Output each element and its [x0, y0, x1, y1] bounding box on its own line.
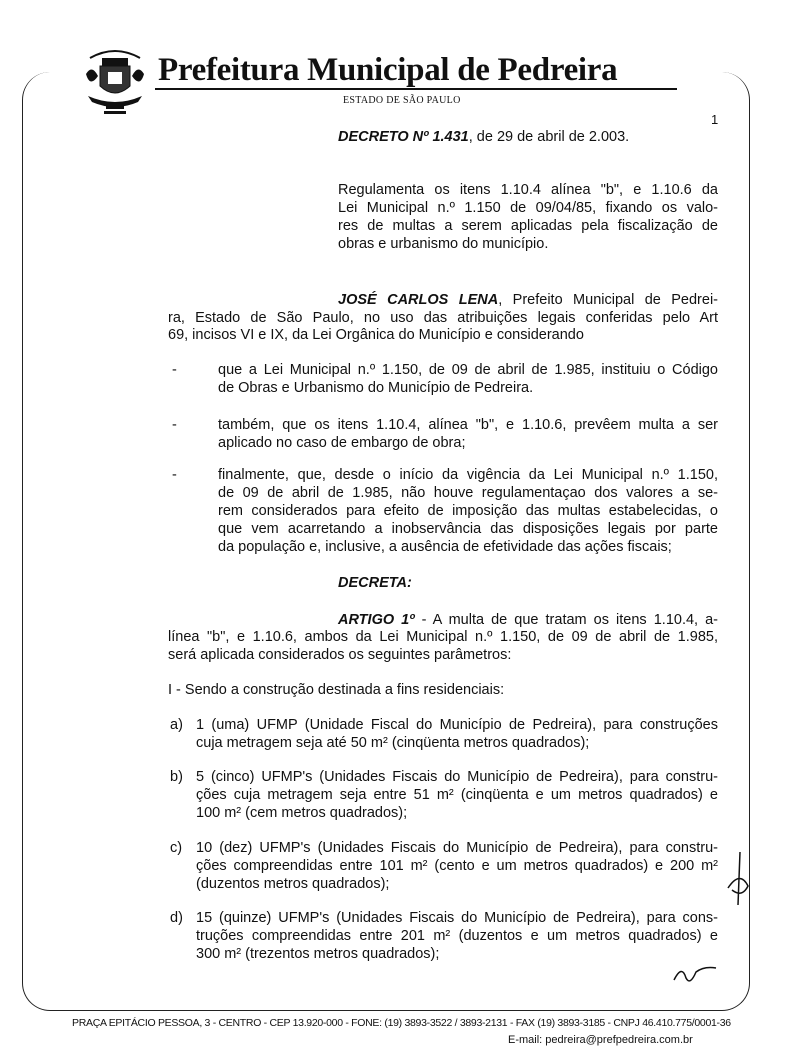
- item-letter: b): [170, 769, 183, 785]
- summary-line: obras e urbanismo do município.: [338, 236, 549, 252]
- article-text: - A multa de que tratam os itens 1.10.4, a-: [414, 612, 719, 628]
- decree-date: , de 29 de abril de 2.003.: [468, 129, 630, 145]
- footer-email: E-mail: pedreira@prefpedreira.com.br: [508, 1034, 693, 1046]
- decreta-heading: DECRETA:: [338, 575, 412, 591]
- preamble-first-line: [338, 292, 718, 309]
- preamble-line: 69, incisos VI e IX, da Lei Orgânica do Município e considerando: [168, 327, 584, 343]
- article-label: ARTIGO 1º: [338, 612, 415, 628]
- bullet-dash: -: [172, 362, 177, 378]
- municipal-crest-icon: [82, 44, 148, 116]
- consideration-line: que vem acarretando a inobservância das disposições legais por parte: [218, 521, 718, 537]
- item-letter: c): [170, 840, 183, 856]
- summary-line: res de multas a serem aplicadas pela fiscalização de: [338, 218, 718, 234]
- item-line: 100 m² (cem metros quadrados);: [196, 805, 408, 821]
- initials-signature-icon: [720, 850, 760, 910]
- page-title: Prefeitura Municipal de Pedreira: [158, 52, 618, 88]
- item-letter: d): [170, 910, 183, 926]
- item-letter: a): [170, 717, 183, 733]
- section-heading: I - Sendo a construção destinada a fins residenciais:: [168, 682, 505, 698]
- preamble-text: , Prefeito Municipal de Pedrei-: [498, 292, 718, 308]
- item-line: ções compreendidas entre 101 m² (cento e um metros quadrados) e 200 m²: [196, 858, 718, 874]
- preamble-line: ra, Estado de São Paulo, no uso das atribuições legais conferidas pelo Art: [168, 310, 718, 326]
- mayor-name: JOSÉ CARLOS LENA: [338, 292, 499, 308]
- consideration-line: de Obras e Urbanismo do Município de Pedreira.: [218, 380, 534, 396]
- decree-number: DECRETO Nº 1.431: [338, 129, 469, 145]
- summary-line: Regulamenta os itens 1.10.4 alínea "b", e 1.10.6 da: [338, 182, 718, 198]
- item-line: 10 (dez) UFMP's (Unidades Fiscais do Município de Pedreira), para constru-: [196, 840, 718, 856]
- title-underline: [155, 88, 677, 90]
- item-line: ções cuja metragem seja entre 51 m² (cinqüenta e um metros quadrados) e: [196, 787, 718, 803]
- article-1-first-line: [338, 612, 718, 629]
- item-line: 300 m² (trezentos metros quadrados);: [196, 946, 440, 962]
- decree-heading: [338, 129, 629, 146]
- consideration-line: que a Lei Municipal n.º 1.150, de 09 de abril de 1.985, instituiu o Código: [218, 362, 718, 378]
- consideration-line: finalmente, que, desde o início da vigência da Lei Municipal n.º 1.150,: [218, 467, 718, 483]
- page-number: 1: [711, 112, 719, 127]
- consideration-line: rem considerados para efeito de imposição das multas estabelecidas, o: [218, 503, 718, 519]
- item-line: 5 (cinco) UFMP's (Unidades Fiscais do Município de Pedreira), para constru-: [196, 769, 718, 785]
- item-line: (duzentos metros quadrados);: [196, 876, 390, 892]
- item-line: truções compreendidas entre 201 m² (duzentos e um metros quadrados) e: [196, 928, 718, 944]
- item-line: cuja metragem seja até 50 m² (cinqüenta metros quadrados);: [196, 735, 590, 751]
- article-line: será aplicada considerados os seguintes parâmetros:: [168, 647, 512, 663]
- consideration-line: da população e, inclusive, a ausência de efetividade das ações fiscais;: [218, 539, 672, 555]
- consideration-line: também, que os itens 1.10.4, alínea "b", e 1.10.6, prevêem multa a ser: [218, 417, 718, 433]
- article-line: línea "b", e 1.10.6, ambos da Lei Municipal n.º 1.150, de 09 de abril de 1.985,: [168, 629, 718, 645]
- bullet-dash: -: [172, 467, 177, 483]
- footer-address: PRAÇA EPITÁCIO PESSOA, 3 - CENTRO - CEP 13.920-000 - FONE: (19) 3893-3522 / 3893-2131 - FAX (19) 3893-3185 - CNPJ 46.410.775/0001-36: [68, 1017, 735, 1029]
- consideration-line: aplicado no caso de embargo de obra;: [218, 435, 466, 451]
- consideration-line: de 09 de abril de 1.985, não houve regulamentaçao dos valores a se-: [218, 485, 718, 501]
- signature-icon: [670, 958, 720, 988]
- summary-line: Lei Municipal n.º 1.150 de 09/04/85, fixando os valo-: [338, 200, 718, 216]
- bullet-dash: -: [172, 417, 177, 433]
- state-subtitle: ESTADO DE SÃO PAULO: [343, 95, 461, 106]
- item-line: 15 (quinze) UFMP's (Unidades Fiscais do Município de Pedreira), para cons-: [196, 910, 718, 926]
- item-line: 1 (uma) UFMP (Unidade Fiscal do Município de Pedreira), para construções: [196, 717, 718, 733]
